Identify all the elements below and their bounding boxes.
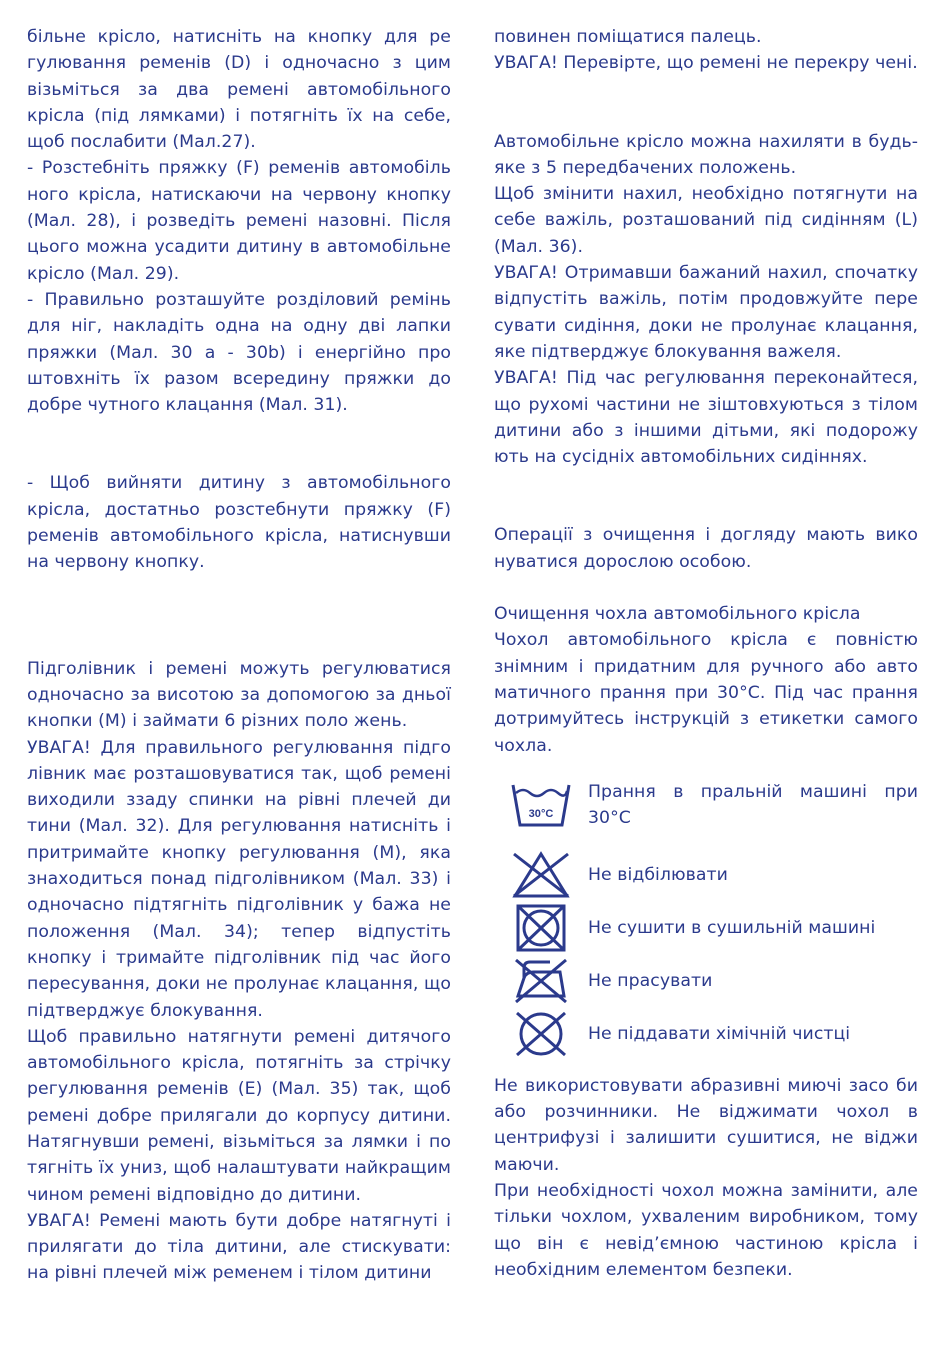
paragraph: - Щоб вийняти дитину з автомобільного крісла, достатньо розстебнути пряжку (F) ременів автомобільного крісла, натиснувши на червону кнопку.: [27, 473, 451, 573]
paragraph: Щоб змінити нахил, необхідно потягнути на себе важіль, розташований під сидінням (L) (Мал. 36).: [494, 184, 918, 257]
wash-30-icon: [510, 781, 572, 831]
no-tumble-dry-icon: [510, 903, 572, 953]
paragraph: Чохол автомобільного крісла є повністю знімним і придатним для ручного або авто матичного прання при 30°C. Під час прання дотримуйтесь інструкцій з етикетки самого чохла.: [494, 630, 918, 756]
care-label: Не відбілювати: [588, 865, 728, 886]
warning-paragraph: УВАГА! Під час регулювання переконайтеся, що рухомі частини не зіштовхуються з тілом дитини або з іншими дітьми, які подорожу ють на сусідніх автомобільних сидіннях.: [494, 368, 918, 468]
care-row-wash: [494, 779, 918, 849]
no-dry-clean-icon: [510, 1009, 572, 1059]
warning-paragraph: УВАГА! Перевірте, що ремені не перекру чені.: [494, 53, 918, 74]
paragraph: - Правильно розташуйте розділовий ремінь для ніг, накладіть одна на одну дві лапки пряжки (Мал. 30 a - 30b) і енергійно про штовхніть їх разом всередину пряжки до добре чутного клацання (Мал. 31).: [27, 289, 451, 416]
paragraph: При необхідності чохол можна замінити, але тільки чохлом, ухваленим виробником, тому що він є невід’ємною частиною крісла і необхідним елементом безпеки.: [494, 1181, 918, 1280]
paragraph: Щоб правильно натягнути ремені дитячого автомобільного крісла, потягніть за стрічку регулювання ременів (E) (Мал. 35) так, щоб ремені добре прилягали до корпусу дитини. Натягнувши ремені, візьміться за лямки і по тягніть їх униз, щоб налаштувати найкращим чином ремені відповідно до дитини.: [27, 1026, 451, 1205]
care-label: Не прасувати: [588, 971, 713, 992]
paragraph: Автомобільне крісло можна нахиляти в будь-яке з 5 передбачених положень.: [494, 131, 918, 178]
care-label: Прання в пральній машині при 30°C: [588, 781, 918, 829]
care-row-bleach: [494, 849, 918, 902]
care-symbols-list: [494, 779, 918, 1061]
paragraph: Підголівник і ремені можуть регулюватися одночасно за висотою за допомогою за дньої кнопки (M) і займати 6 різних поло жень.: [27, 658, 451, 732]
warning-paragraph: УВАГА! Для правильного регулювання підго лівник має розташовуватися так, щоб ремені виходили ззаду спинки на рівні плечей ди тини (Мал. 32). Для регулювання натисніть і притримайте кнопку регулювання (M), яка знаходиться понад підголівником (Мал. 33) і одночасно підтягніть підголівник у бажа не положення (Мал. 34); тепер відпустіть кнопку і тримайте підголівник під час його пересування, доки не пролунає клацання, що підтверджує блокування.: [27, 737, 451, 1021]
paragraph: Не використовувати абразивні миючі засо би або розчинники. Не віджимати чохол в центрифузі і залишити сушитися, не віджи маючи.: [494, 1075, 918, 1175]
wash-temperature-label: 30°C: [528, 807, 554, 820]
left-column: [27, 24, 451, 1287]
care-row-iron: [494, 955, 918, 1008]
warning-paragraph: УВАГА! Ремені мають бути добре натягнуті і прилягати до тіла дитини, але стискувати: на рівні плечей між ременем і тілом дитини: [27, 1210, 451, 1284]
paragraph: - Розстебніть пряжку (F) ременів автомобіль ного крісла, натискаючи на червону кнопку (Мал. 28), і розведіть ремені назовні. Після цього можна усадити дитину в автомобільне крісло (Мал. 29).: [27, 158, 451, 284]
paragraph: Операції з очищення і догляду мають вико нуватися дорослою особою.: [494, 525, 918, 572]
paragraph: повинен поміщатися палець.: [494, 27, 762, 47]
warning-paragraph: УВАГА! Отримавши бажаний нахил, спочатку відпустіть важіль, потім продовжуйте пере сувати сидіння, доки не пролунає клацання, яке підтверджує блокування важеля.: [494, 263, 918, 362]
no-bleach-icon: [510, 850, 572, 900]
paragraph: більне крісло, натисніть на кнопку для ре гулювання ременів (D) і одночасно з цим візьміться за два ремені автомобільного крісла (під лямками) і потягніть їх на себе, щоб послабити (Мал.27).: [27, 27, 451, 153]
no-iron-icon: [510, 956, 572, 1006]
care-label: Не піддавати хімічній чистці: [588, 1024, 851, 1045]
care-row-tumble: [494, 902, 918, 955]
section-heading: Очищення чохла автомобільного крісла: [494, 604, 861, 625]
right-column: [494, 24, 918, 1283]
care-row-dryclean: [494, 1008, 918, 1061]
care-label: Не сушити в сушильній машині: [588, 918, 876, 939]
